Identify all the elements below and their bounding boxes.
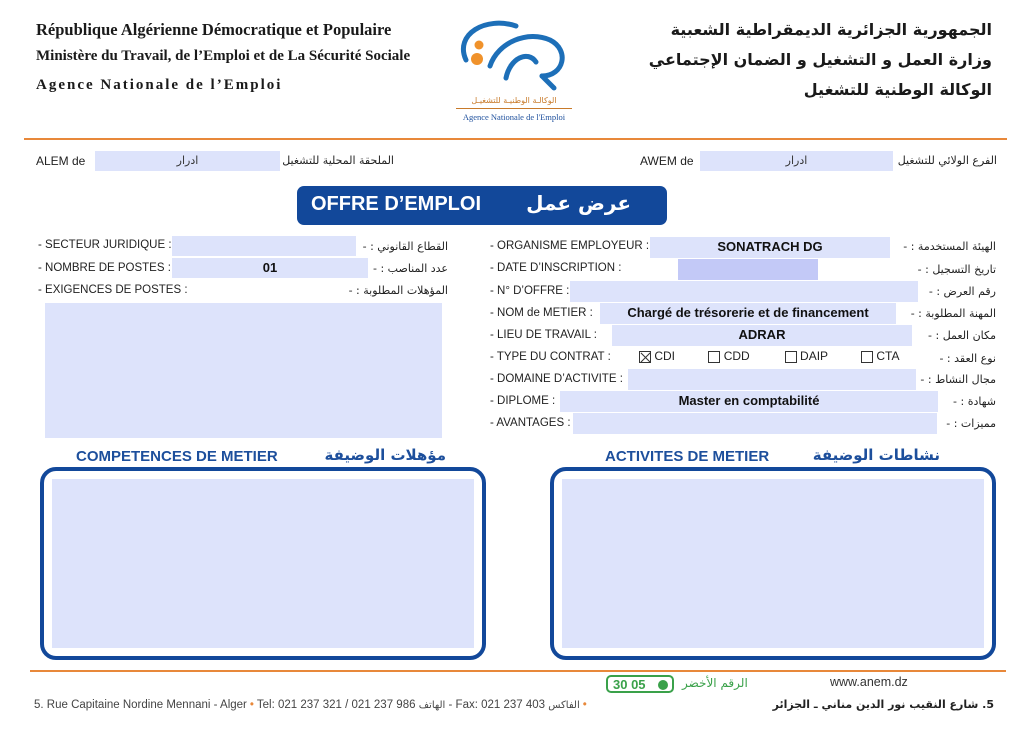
avantages-label-ar: مميزات : - xyxy=(946,417,996,430)
header-agency-ar: الوكالة الوطنية للتشغيل xyxy=(803,80,992,99)
competences-title-ar: مؤهلات الوضيفة xyxy=(324,446,446,464)
cdi-checkbox[interactable] xyxy=(639,351,651,363)
logo-text-ar: الوكالـة الوطنيـة للتشغيـل xyxy=(471,96,557,105)
footer-divider xyxy=(30,670,1006,672)
contrat-option-cdd[interactable] xyxy=(708,349,781,363)
alem-label-ar: الملحقة المحلية للتشغيل xyxy=(282,154,394,167)
title-ar: عرض عمل xyxy=(526,191,631,215)
alem-label: ALEM de xyxy=(36,154,86,168)
footer-address-fr xyxy=(34,699,590,711)
domaine-field[interactable] xyxy=(628,369,916,390)
cta-checkbox[interactable] xyxy=(861,351,873,363)
bullet-2: • xyxy=(582,699,587,711)
postes-label-ar: عدد المناصب : - xyxy=(373,262,448,275)
activites-title: ACTIVITES DE METIER xyxy=(605,448,770,465)
offre-label: - N° D’OFFRE : xyxy=(490,285,570,297)
contrat-option-cta[interactable] xyxy=(861,349,911,363)
title-banner xyxy=(297,186,667,225)
awem-field[interactable]: ادرار xyxy=(700,151,893,171)
offre-label-ar: رقم العرض : - xyxy=(928,285,996,298)
title-fr: OFFRE D’EMPLOI xyxy=(311,193,481,215)
fax-ar: الفاكس xyxy=(548,700,580,711)
lieu-label: - LIEU DE TRAVAIL : xyxy=(490,329,597,341)
address-fr: 5. Rue Capitaine Nordine Mennani - Alger xyxy=(34,699,247,711)
activites-title-ar: نشاطات الوضيفة xyxy=(812,446,940,464)
phone-icon xyxy=(658,680,668,690)
address-ar: 5. شارع النقيب نور الدين مناني ـ الجزائر xyxy=(772,698,994,711)
date-field[interactable] xyxy=(678,259,818,280)
cdd-checkbox[interactable] xyxy=(708,351,720,363)
organisme-field[interactable]: SONATRACH DG xyxy=(650,237,890,258)
cta-label: CTA xyxy=(876,349,900,363)
contrat-label-ar: نوع العقد : - xyxy=(939,352,996,365)
header-ministry-ar: وزارة العمل و التشغيل و الضمان الإجتماعي xyxy=(648,50,992,69)
awem-label: AWEM de xyxy=(640,154,694,168)
diplome-label-ar: شهادة : - xyxy=(953,395,996,408)
green-number: 30 05 xyxy=(613,677,646,692)
diplome-label: - DIPLOME : xyxy=(490,395,556,407)
header-agency-fr: Agence Nationale de l’Emploi xyxy=(36,77,283,93)
header-ministry-fr: Ministère du Travail, de l’Emploi et de La Sécurité Sociale xyxy=(36,48,411,64)
logo-divider xyxy=(456,108,572,109)
cdi-label: CDI xyxy=(654,349,676,363)
tel-ar: الهاتف xyxy=(418,700,446,711)
lieu-field[interactable]: ADRAR xyxy=(612,325,912,346)
alem-field[interactable]: ادرار xyxy=(95,151,280,171)
fax: - Fax: 021 237 403 xyxy=(448,699,546,711)
contrat-option-daip[interactable] xyxy=(785,349,858,363)
offre-field[interactable] xyxy=(570,281,918,302)
secteur-label-ar: القطاع القانوني : - xyxy=(362,240,448,253)
avantages-label: - AVANTAGES : xyxy=(490,417,571,429)
competences-box[interactable] xyxy=(40,467,486,660)
competences-title: COMPETENCES DE METIER xyxy=(76,448,278,465)
exigences-label: - EXIGENCES DE POSTES : xyxy=(38,284,188,296)
tel: Tel: 021 237 321 / 021 237 986 xyxy=(256,699,416,711)
exigences-field[interactable] xyxy=(45,303,442,438)
activites-field[interactable] xyxy=(562,479,984,648)
bullet-1: • xyxy=(249,699,254,711)
date-label: - DATE D’INSCRIPTION : xyxy=(490,262,622,274)
website-link[interactable]: www.anem.dz xyxy=(830,675,908,689)
header-republic-ar: الجمهورية الجزائرية الديمقراطية الشعبية xyxy=(670,20,992,39)
daip-checkbox[interactable] xyxy=(785,351,797,363)
anem-logo xyxy=(446,14,582,130)
green-number-label: الرقم الأخضر xyxy=(682,676,748,690)
exigences-label-ar: المؤهلات المطلوبة : - xyxy=(348,284,448,297)
secteur-field[interactable] xyxy=(172,236,356,256)
date-label-ar: تاريخ التسجيل : - xyxy=(917,263,996,276)
secteur-label: - SECTEUR JURIDIQUE : xyxy=(38,239,172,251)
metier-label-ar: المهنة المطلوبة : - xyxy=(910,307,996,320)
cdd-label: CDD xyxy=(723,349,750,363)
lieu-label-ar: مكان العمل : - xyxy=(928,329,996,342)
contrat-label: - TYPE DU CONTRAT : xyxy=(490,351,611,363)
avantages-field[interactable] xyxy=(573,413,937,434)
activites-box[interactable] xyxy=(550,467,996,660)
organisme-label: - ORGANISME EMPLOYEUR : xyxy=(490,240,650,252)
logo-text-fr: Agence Nationale de l'Emploi xyxy=(462,112,566,122)
contrat-option-cdi[interactable] xyxy=(639,349,705,363)
top-divider xyxy=(24,138,1007,140)
domaine-label-ar: مجال النشاط : - xyxy=(920,373,996,386)
diplome-field[interactable]: Master en comptabilité xyxy=(560,391,938,412)
metier-field[interactable]: Chargé de trésorerie et de financement xyxy=(600,303,896,324)
header-republic-fr: République Algérienne Démocratique et Populaire xyxy=(36,20,392,39)
postes-label: - NOMBRE DE POSTES : xyxy=(38,262,171,274)
organisme-label-ar: الهيئة المستخدمة : - xyxy=(903,240,996,253)
green-number-box xyxy=(606,675,674,693)
anem-logo-icon xyxy=(446,14,582,94)
competences-field[interactable] xyxy=(52,479,474,648)
metier-label: - NOM de METIER : xyxy=(490,307,593,319)
contrat-options xyxy=(639,349,911,363)
daip-label: DAIP xyxy=(800,349,829,363)
awem-label-ar: الفرع الولائي للتشغيل xyxy=(897,154,997,167)
postes-field[interactable]: 01 xyxy=(172,258,368,278)
domaine-label: - DOMAINE D’ACTIVITE : xyxy=(490,373,623,385)
